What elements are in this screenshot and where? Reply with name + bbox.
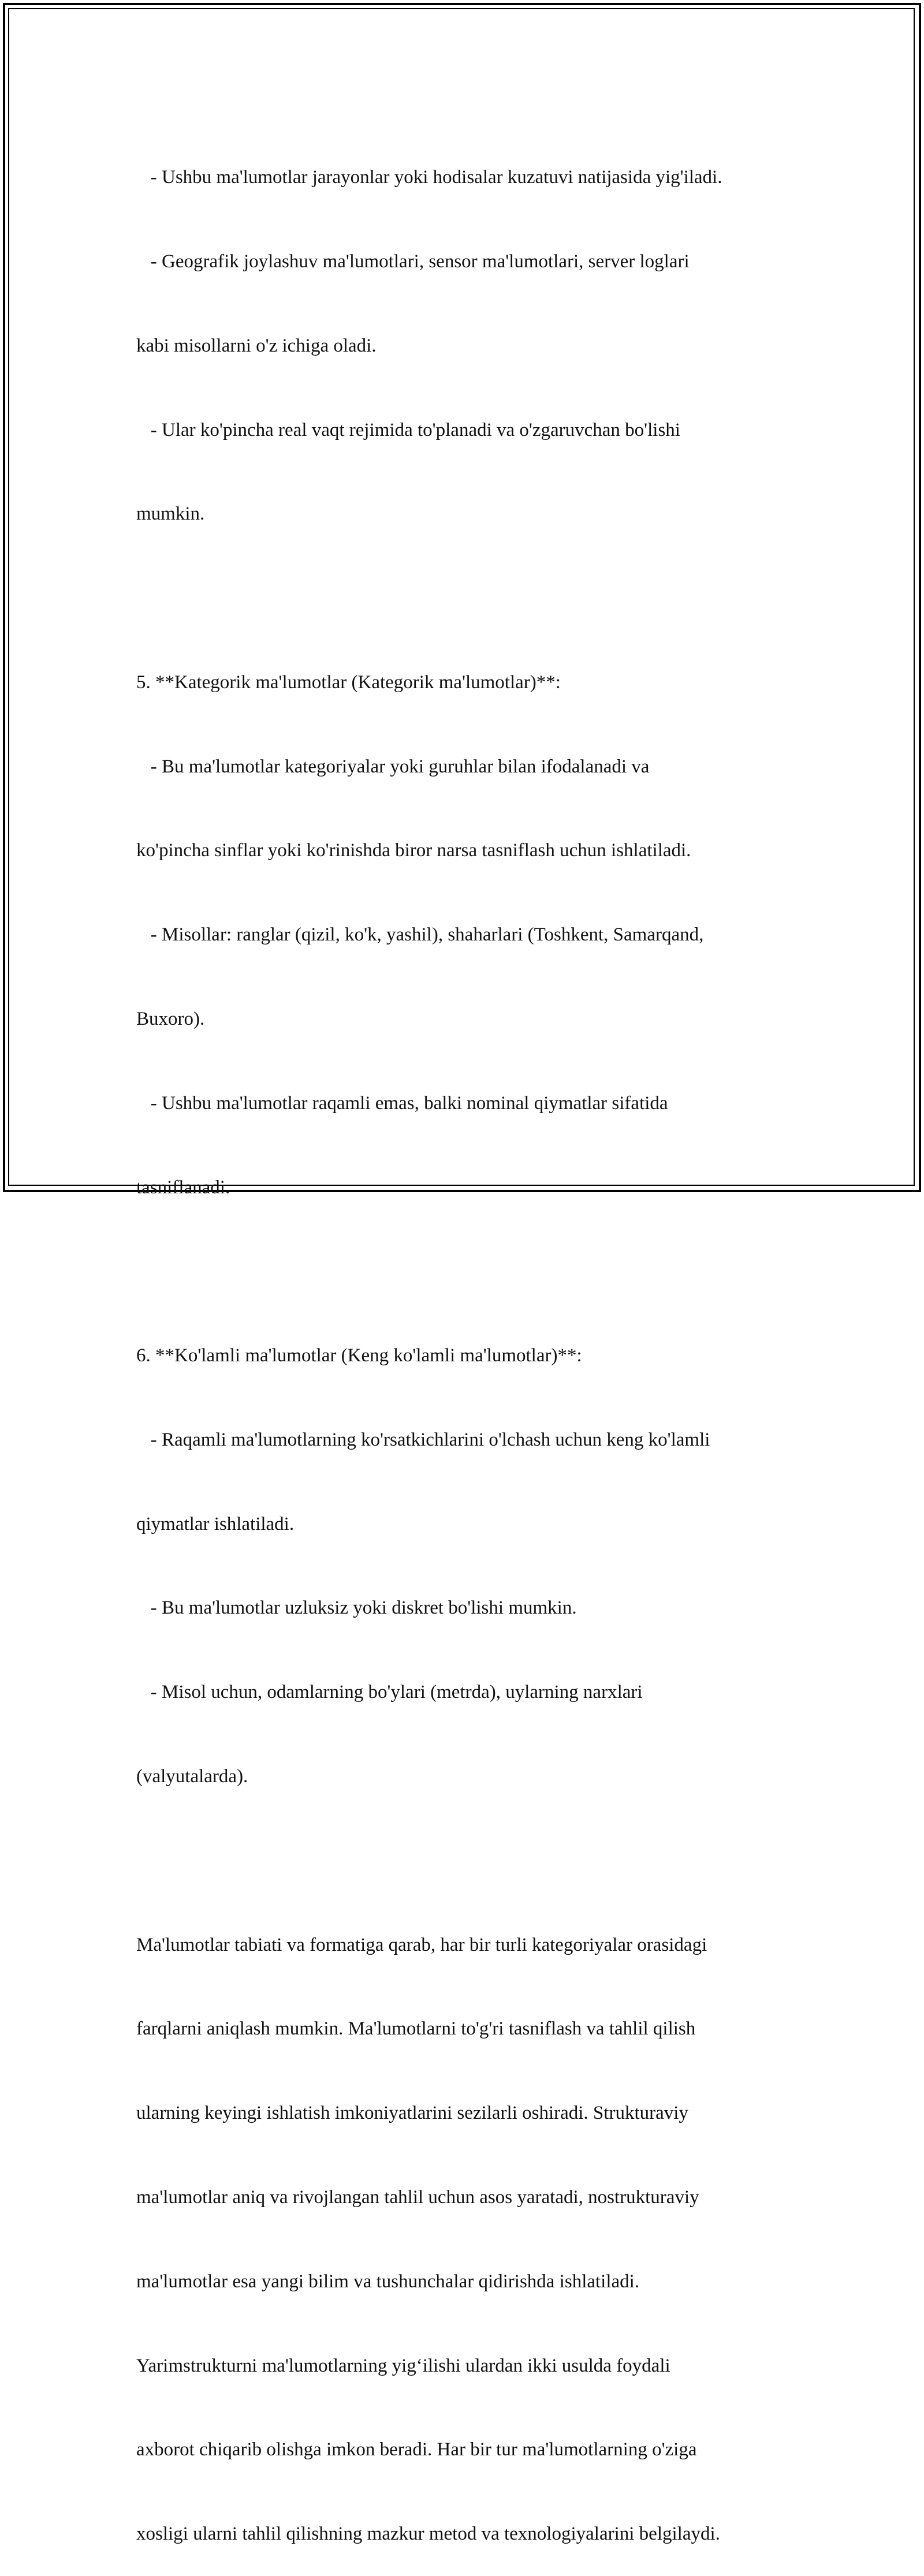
summary-line: ma'lumotlar aniq va rivojlangan tahlil uchun asos yaratadi, nostrukturaviy	[136, 2186, 699, 2208]
paragraph-spacer	[136, 1257, 818, 1286]
text-line: - Bu ma'lumotlar kategoriyalar yoki guruhlar bilan ifodalanadi va	[136, 756, 650, 777]
text-line: - Geografik joylashuv ma'lumotlari, sensor ma'lumotlari, server loglari	[136, 251, 690, 272]
text-line: - Ular ko'pincha real vaqt rejimida to'planadi va o'zgaruvchan bo'lishi	[136, 419, 680, 440]
summary-line: xosligi ularni tahlil qilishning mazkur metod va texnologiyalarini belgilaydi.	[136, 2523, 720, 2545]
paragraph-spacer	[136, 1847, 818, 1875]
section-heading-5: 5. **Kategorik ma'lumotlar (Kategorik ma'lumotlar)**:	[136, 671, 561, 693]
text-line: ko'pincha sinflar yoki ko'rinishda biror narsa tasniflash uchun ishlatiladi.	[136, 840, 691, 861]
summary-line: Ma'lumotlar tabiati va formatiga qarab, har bir turli kategoriyalar orasidagi	[136, 1934, 707, 1955]
paragraph-spacer	[136, 584, 818, 613]
summary-line: farqlarni aniqlash mumkin. Ma'lumotlarni to'g'ri tasniflash va tahlil qilish	[136, 2018, 696, 2040]
summary-line: ularning keyingi ishlatish imkoniyatlarini sezilarli oshiradi. Strukturaviy	[136, 2103, 688, 2124]
section-heading-6: 6. **Ko'lamli ma'lumotlar (Keng ko'lamli ma'lumotlar)**:	[136, 1345, 582, 1367]
summary-line: ma'lumotlar esa yangi bilim va tushunchalar qidirishda ishlatiladi.	[136, 2271, 640, 2292]
text-line: mumkin.	[136, 503, 205, 525]
text-line: kabi misollarni o'z ichiga oladi.	[136, 335, 377, 356]
summary-line: axborot chiqarib olishga imkon beradi. Har bir tur ma'lumotlarning o'ziga	[136, 2439, 697, 2461]
text-line: - Misollar: ranglar (qizil, ko'k, yashil), shaharlari (Toshkent, Samarqand,	[136, 924, 704, 946]
text-line: - Ushbu ma'lumotlar jarayonlar yoki hodisalar kuzatuvi natijasida yig'iladi.	[136, 167, 722, 188]
document-body	[136, 107, 818, 2576]
text-line: tasniflanadi.	[136, 1177, 230, 1198]
text-line: - Raqamli ma'lumotlarning ko'rsatkichlarini o'lchash uchun keng ko'lamli	[136, 1429, 710, 1450]
text-line: Buxoro).	[136, 1009, 205, 1029]
text-line: (valyutalarda).	[136, 1766, 248, 1787]
text-line: qiymatlar ishlatiladi.	[136, 1513, 295, 1535]
text-line: - Misol uchun, odamlarning bo'ylari (metrda), uylarning narxlari	[136, 1682, 643, 1703]
text-line: - Bu ma'lumotlar uzluksiz yoki diskret bo'lishi mumkin.	[136, 1597, 577, 1619]
text-line: - Ushbu ma'lumotlar raqamli emas, balki nominal qiymatlar sifatida	[136, 1092, 668, 1114]
summary-line: Yarimstrukturni ma'lumotlarning yig‘ilishi ulardan ikki usulda foydali	[136, 2355, 670, 2376]
